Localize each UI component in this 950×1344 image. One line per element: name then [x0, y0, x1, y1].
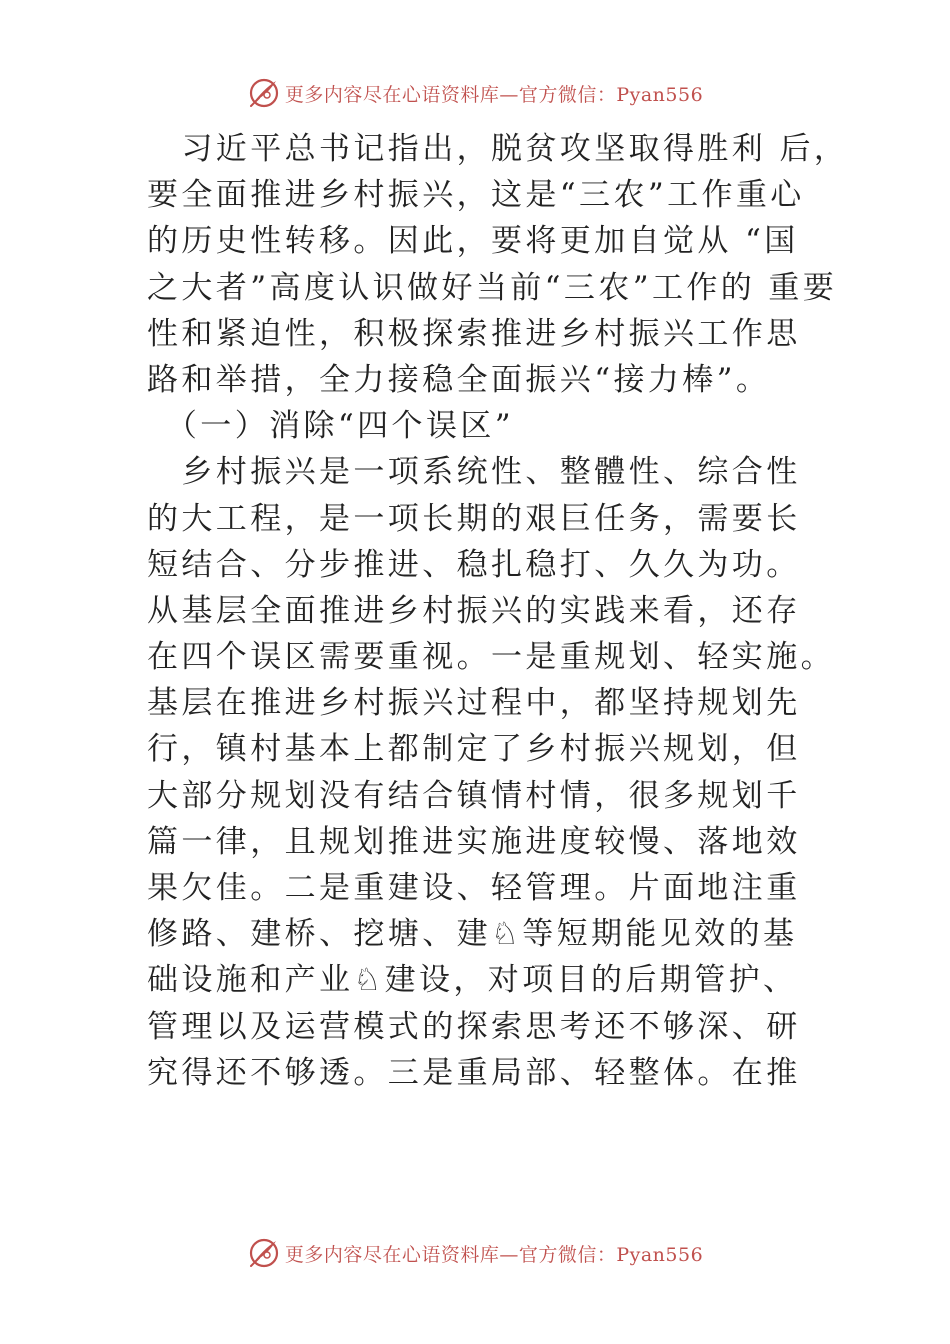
body-line: 果欠佳。二是重建设、轻管理。片面地注重 — [147, 870, 801, 906]
body-line: 篇一律，且规划推进实施进度较慢、落地效 — [147, 823, 801, 860]
body-line: 乡村振兴是一项系统性、整體性、综合性 — [147, 454, 801, 491]
body-line: 基层在推进乡村振兴过程中，都坚持规划先 — [147, 685, 801, 722]
feather-pen-logo-icon — [247, 76, 281, 110]
document-body — [147, 126, 849, 1096]
body-line: 究得还不够透。三是重局部、轻整体。在推 — [147, 1054, 801, 1091]
body-line: 的大工程，是一项长期的艰巨任务，需要长 — [147, 500, 801, 537]
body-line: 修路、建桥、挖塘、建♘等短期能见效的基 — [147, 916, 798, 953]
header-banner — [0, 73, 950, 113]
header-banner-text: 更多内容尽在心语资料库—官方微信：Pyan556 — [284, 83, 704, 106]
body-line: 的历史性转移。因此，要将更加自觉从 “国 — [147, 223, 799, 260]
body-line: 从基层全面推进乡村振兴的实践来看，还存 — [147, 592, 801, 629]
body-line: 在四个误区需要重视。一是重规划、轻实施。 — [147, 639, 835, 676]
footer-banner — [0, 1233, 950, 1273]
body-line: 管理以及运营模式的探索思考还不够深、研 — [147, 1008, 801, 1045]
body-line: 短结合、分步推进、稳扎稳打、久久为功。 — [147, 546, 801, 583]
body-line: 之大者”高度认识做好当前“三农”工作的 重要 — [147, 269, 838, 306]
body-line: 性和紧迫性，积极探索推进乡村振兴工作思 — [147, 315, 801, 352]
section-heading: （一）消除“四个误区” — [147, 408, 514, 445]
body-line: 路和举措，全力接稳全面振兴“接力棒”。 — [147, 361, 771, 398]
body-line: 行，镇村基本上都制定了乡村振兴规划，但 — [147, 731, 801, 768]
feather-pen-logo-icon — [247, 1236, 281, 1270]
body-line: 习近平总书记指出，脱贫攻坚取得胜利 后， — [147, 131, 849, 167]
footer-banner-text: 更多内容尽在心语资料库—官方微信：Pyan556 — [284, 1243, 704, 1266]
body-line: 要全面推进乡村振兴，这是“三农”工作重心 — [147, 177, 805, 214]
body-line: 大部分规划没有结合镇情村情，很多规划千 — [147, 777, 801, 814]
body-line: 础设施和产业♘建设，对项目的后期管护、 — [147, 962, 798, 999]
